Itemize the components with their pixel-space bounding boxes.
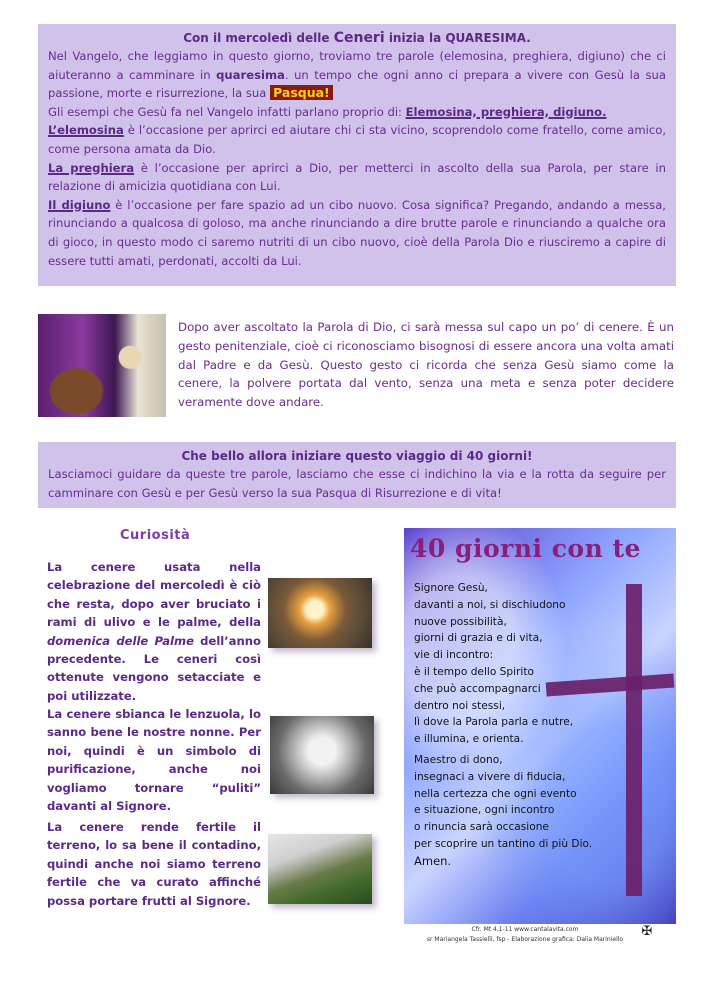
intro-title-ceneri: Ceneri: [333, 30, 385, 46]
prayer-line: Signore Gesù,: [414, 582, 488, 594]
preghiera-text: è l’occasione per aprirci a Dio, per metterci in ascolto della sua Parola, per stare in relazione di amicizia quotidiana con Lui.: [48, 160, 666, 194]
prayer-line: davanti a noi, si dischiudono: [414, 598, 566, 611]
elemosina-text: è l’occasione per aprirci ed aiutare chi ci sta vicino, scoprendolo come fratello, come amico, come persona amata da Dio.: [48, 123, 666, 156]
intro-paragraph-2: [48, 103, 666, 122]
prayer-line: vie di incontro:: [414, 649, 494, 662]
prayer-line: Maestro di dono,: [414, 753, 503, 766]
prayer-line: è il tempo dello Spirito: [414, 665, 535, 678]
prayer-poster: [404, 528, 676, 924]
pasqua-highlight: Pasqua!: [270, 85, 333, 100]
curiosita-paragraph-2: La cenere sbianca le lenzuola, lo sanno bene le nostre nonne. Per noi, quindi è un simbolo di purificazione, anche noi vogliamo tornare “puliti” davanti al Signore.: [47, 707, 261, 814]
prayer-line: nuove possibilità,: [414, 615, 507, 628]
poster-credits: [404, 924, 676, 956]
poster-title: 40 giorni con te: [410, 534, 641, 563]
prayer-line: lì dove la Parola parla e nutre,: [414, 716, 574, 729]
curiosita-paragraph-3: La cenere rende fertile il terreno, lo sa bene il contadino, quindi anche noi siamo terreno fertile che va curato affinché possa portare frutti al Signore.: [47, 820, 261, 908]
intro-title-post: inizia la QUARESIMA.: [384, 31, 531, 45]
intro-paragraph-1: [48, 47, 666, 103]
intro-title-pre: Con il mercoledì delle: [183, 31, 334, 45]
prayer-line: e illumina, e orienta.: [414, 733, 524, 746]
prayer-line: insegnaci a vivere di fiducia,: [414, 770, 566, 783]
intro-p1-keyword: quaresima: [216, 67, 285, 82]
prayer-line: per scoprire un tantino di più Dio.: [414, 837, 593, 850]
digiuno-paragraph: [48, 196, 666, 270]
curiosita-p1-b: dell’anno precedente. Le ceneri così ottenute vengono setacciate e poi utilizzate.: [47, 633, 261, 703]
prayer-line: che può accompagnarci: [414, 682, 541, 695]
prayer-line: Amen.: [414, 853, 452, 868]
prayer-line: e situazione, ogni incontro: [414, 804, 555, 817]
paoline-logo-icon: ✠: [641, 924, 653, 939]
intro-p2-underline: Elemosina, preghiera, digiuno.: [405, 104, 607, 119]
intro-title: [48, 30, 666, 47]
prayer-line: nella certezza che ogni evento: [414, 787, 577, 800]
intro-p1-b: . un tempo che ogni anno ci prepara a vivere con Gesù la sua passione, morte e risurrezione, la sua: [48, 67, 667, 101]
intro-p2-a: Gli esempi che Gesù fa nel Vangelo infatti parlano proprio di:: [48, 104, 406, 119]
cross-icon: [626, 584, 642, 896]
preghiera-paragraph: [48, 159, 666, 196]
curiosita-title: Curiosità: [120, 528, 191, 543]
prayer-text: [414, 580, 624, 870]
prayer-line: dentro noi stessi,: [414, 699, 506, 712]
journey-text: Lasciamoci guidare da queste tre parole, lasciamo che esse ci indichino la via e la rotta da seguire per camminare con Gesù e per Gesù verso la sua Pasqua di Risurrezione e di vita!: [48, 467, 666, 500]
curiosita-p1-emphasis: domenica delle Palme: [47, 633, 194, 648]
credit-line-1: Cfr. Mt 4,1-11 www.cantalavita.com: [471, 926, 579, 933]
digiuno-text: è l’occasione per fare spazio ad un cibo nuovo. Cosa significa? Pregando, andando a messa, rinunciando a qualcosa di goloso, ma anche rinunciando a dire brutte parole e rinunciando a qualche ora di gioco, in questo modo ci saremo nutriti di un cibo nuovo, cioè della Parola Dio e riusciremo a capire di essere tutti amati, perdonati, accolti da Lui.: [48, 197, 666, 268]
curiosita-paragraph-1: [47, 558, 261, 705]
ash-paragraph: Dopo aver ascoltato la Parola di Dio, ci sarà messa sul capo un po’ di cenere. È un gesto penitenziale, cioè ci riconosciamo bisognosi di essere ancora una volta amati dal Padre e da Gesù. Questo gesto ci ricorda che senza Gesù siamo come la cenere, la polvere portata dal vento, senza una meta e senza poter decidere veramente dove andare.: [178, 320, 674, 410]
journey-box: [38, 442, 676, 508]
journey-title: Che bello allora iniziare questo viaggio di 40 giorni!: [181, 449, 533, 463]
burning-branches-photo: [268, 578, 372, 648]
credit-line-2: sr Mariangela Tassielli, fsp - Elaborazione grafica: Dalia Mariniello: [426, 936, 624, 943]
ash-imposition-photo: [38, 314, 166, 417]
elemosina-label: L’elemosina: [48, 123, 124, 138]
prayer-line: o rinuncia sarà occasione: [414, 821, 549, 834]
preghiera-label: La preghiera: [48, 160, 135, 175]
intro-p1-a: Nel Vangelo, che leggiamo in questo giorno, troviamo tre parole (elemosina, preghiera, digiuno) che ci aiuteranno a camminare in: [48, 49, 666, 82]
laundry-photo: [270, 716, 374, 794]
digiuno-label: Il digiuno: [48, 197, 111, 212]
garden-photo: [268, 834, 372, 904]
elemosina-paragraph: [48, 121, 666, 158]
curiosita-p1-a: La cenere usata nella celebrazione del mercoledì è ciò che resta, dopo aver bruciato i rami di ulivo e le palme, della: [47, 560, 261, 630]
intro-box: [38, 24, 676, 286]
prayer-line: giorni di grazia e di vita,: [414, 632, 543, 645]
